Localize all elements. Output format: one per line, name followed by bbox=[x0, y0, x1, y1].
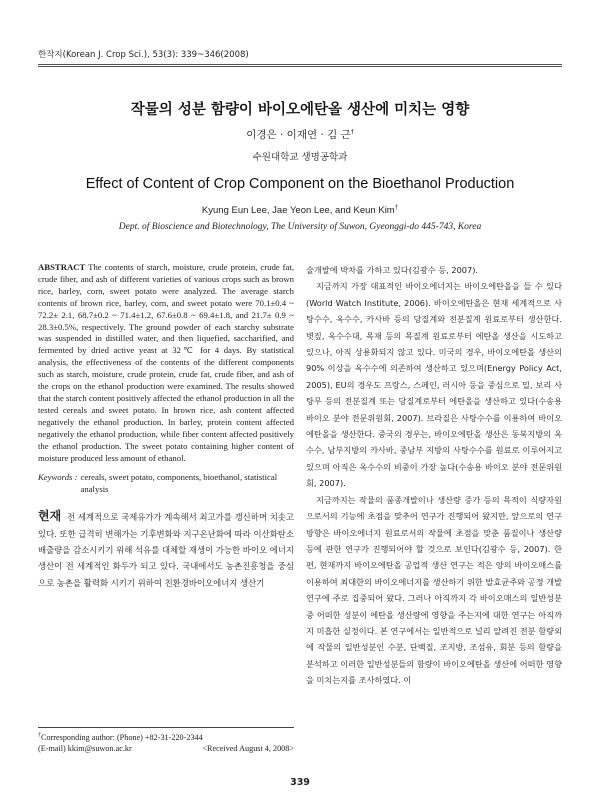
keywords-text: cereals, sweet potato, components, bioethanol, statistical analysis bbox=[80, 472, 278, 495]
abstract-label: ABSTRACT bbox=[38, 262, 86, 272]
footnote-received: <Received August 4, 2008> bbox=[202, 744, 294, 753]
abstract bbox=[38, 262, 294, 464]
left-column bbox=[38, 262, 294, 591]
header-rule-top bbox=[38, 64, 562, 65]
keywords-label: Keywords : bbox=[38, 472, 78, 483]
keywords bbox=[38, 472, 294, 496]
header-rule-bottom bbox=[38, 66, 562, 67]
article-title-korean: 작물의 성분 함량이 바이오에탄올 생산에 미치는 영향 bbox=[130, 102, 470, 118]
authors-korean bbox=[0, 127, 600, 142]
footnote-corresponding-text: Corresponding author: (Phone) +82-31-220-2344 bbox=[41, 733, 203, 742]
article-title-english: Effect of Content of Crop Component on the Bioethanol Production bbox=[85, 176, 515, 192]
affiliation-korean: 수원대학교 생명공학과 bbox=[252, 152, 348, 163]
authors-english-names: Kyung Eun Lee, Jae Yeon Lee, and Keun Kim bbox=[201, 205, 395, 216]
footnote-email-line bbox=[38, 743, 294, 754]
authors-korean-names: 이경은 · 이재연 · 김 근 bbox=[246, 129, 351, 141]
right-column bbox=[306, 262, 562, 689]
footnote-corresponding bbox=[38, 732, 294, 743]
body-paragraph-3: 지금까지는 작물의 품종개발이나 생산량 증가 등의 목적이 식량자원으로서의 기능에 초점을 맞추어 연구가 진행되어 왔지만, 앞으로의 연구방향은 바이오에너지 원료로서의 작물에 초점을 맞춘 품질이나 생산량 등에 관한 연구가 진행되어야 할 것으로 보인다(김광수 등, 2007). 한편, 현재까지 바이오에탄올 공업적 생산 연구는 적은 양의 바이오매스를 이용하여 최대한의 바이오에너지를 생산하기 위한 발효균주와 공정 개발 연구에 주로 집중되어 왔다. 그러나 아직까지 각 바이오매스의 일반성분 중 어떠한 성분이 에탄올 생산량에 영향을 주는지에 대한 연구는 아직까지 미흡한 실정이다. 본 연구에서는 일반적으로 널리 알려진 전분 함량외에 작물의 일반성분인 수분, 단백질, 조지방, 조섬유, 회분 등의 함량을 분석하고 이러한 일반성분들의 함량이 바이오에탄올 생산에 어떠한 영향을 미치는지를 조사하였다. 이 bbox=[306, 494, 562, 686]
authors-english bbox=[0, 205, 600, 216]
introduction-text: 전 세계적으로 국제유가가 계속해서 최고가를 갱신하며 치솟고 있다. 또한 급격히 변해가는 기후변화와 지구온난화에 따라 이산화탄소 배출량을 감소시키기 위해 석유를 대체할 재생이 가능한 바이오 에너지 생산이 전 세계적인 화두가 되고 있다. 국내에서도 농촌진흥청을 중심으로 농촌을 활력화 시키기 위하여 친환경바이오에너지 생산기 bbox=[38, 512, 294, 588]
page-number: 339 bbox=[290, 777, 310, 788]
affiliation-english: Dept. of Bioscience and Biotechnology, The University of Suwon, Gyeonggi-do 445-743, Korea bbox=[118, 222, 482, 232]
introduction-paragraph bbox=[38, 508, 294, 591]
footnote-mark: † bbox=[38, 732, 41, 739]
running-head: 한작지(Korean J. Crop Sci.), 53(3): 339~346(2008) bbox=[38, 50, 249, 60]
footnote-email: (E-mail) kkim@suwon.ac.kr bbox=[38, 744, 132, 753]
corresponding-mark: † bbox=[350, 128, 354, 136]
body-paragraph-1: 술개발에 박차를 가하고 있다(김광수 등, 2007). bbox=[306, 265, 478, 275]
footnote bbox=[38, 727, 294, 754]
introduction-heading: 현재 bbox=[38, 509, 62, 524]
abstract-text: The contents of starch, moisture, crude protein, crude fat, crude fiber, and ash of different varieties of various crops such as brown rice, barley, corn, sweet potato were analyzed. The average starch contents of brown rice, barley, corn, and sweet potato were 70.1±0.4 ~ 72.2± 2.1, 68.7±0.2 ~ 71.4±1.2, 67.6±0.8 ~ 69.4±1.8, and 21.7± 0.9 ~ 28.3±0.5%, respectively. The ground powder of each starchy substrate was suspended in distilled water, and then liquefied, saccharified, and fermented by dried active yeast at 32℃ for 4 days. By statistical analysis, the effectiveness of the contents of the different components such as starch, moisture, crude protein, crude fat, crude fiber, and ash of the crops on the ethanol production were examined. The results showed that the starch content positively affected the ethanol production in all the tested cereals and sweet potato. In brown rice, ash content affected negatively the ethanol production. In barley, protein content affected negatively the ethanol production, while fiber content affected positively the ethanol production. The sweet potato containing higher content of moisture produced less amount of ethanol. bbox=[38, 262, 294, 463]
body-paragraph-2: 지금까지 가장 대표적인 바이오에너지는 바이오에탄올을 들 수 있다(World Watch Institute, 2006). 바이오에탄올은 현재 세계적으로 사탕수수, 옥수수, 카사바 등의 당질계와 전분질계 원료로부터 생산한다. 볏짚, 옥수수대, 목재 등의 목질계 원료로부터 에탄올 생산을 시도하고 있으나, 아직 상용화되지 않고 있다. 미국의 경우, 바이오에탄올 생산의 90% 이상을 옥수수에 의존하여 생산하고 있으며(Energy Policy Act, 2005), EU의 경우도 프랑스, 스페인, 러시아 등을 중심으로 밀, 보리 사탕무 등의 전분질계 또는 당질계로부터 에탄올을 생산하고 있다(수송용 바이오 분야 전문위원회, 2007). 브라질은 사탕수수를 이용하여 바이오 에탄올을 생산한다. 중국의 경우는, 바이오에탄올 생산은 동북지방의 옥수수, 남부지방의 카사바, 중남부 지방의 사탕수수를 원료로 이루어지고 있으며 아직은 옥수수의 비중이 가장 높다(수송용 바이오 분야 전문위원회, 2007). bbox=[306, 281, 562, 489]
corresponding-mark-english: † bbox=[394, 204, 399, 211]
